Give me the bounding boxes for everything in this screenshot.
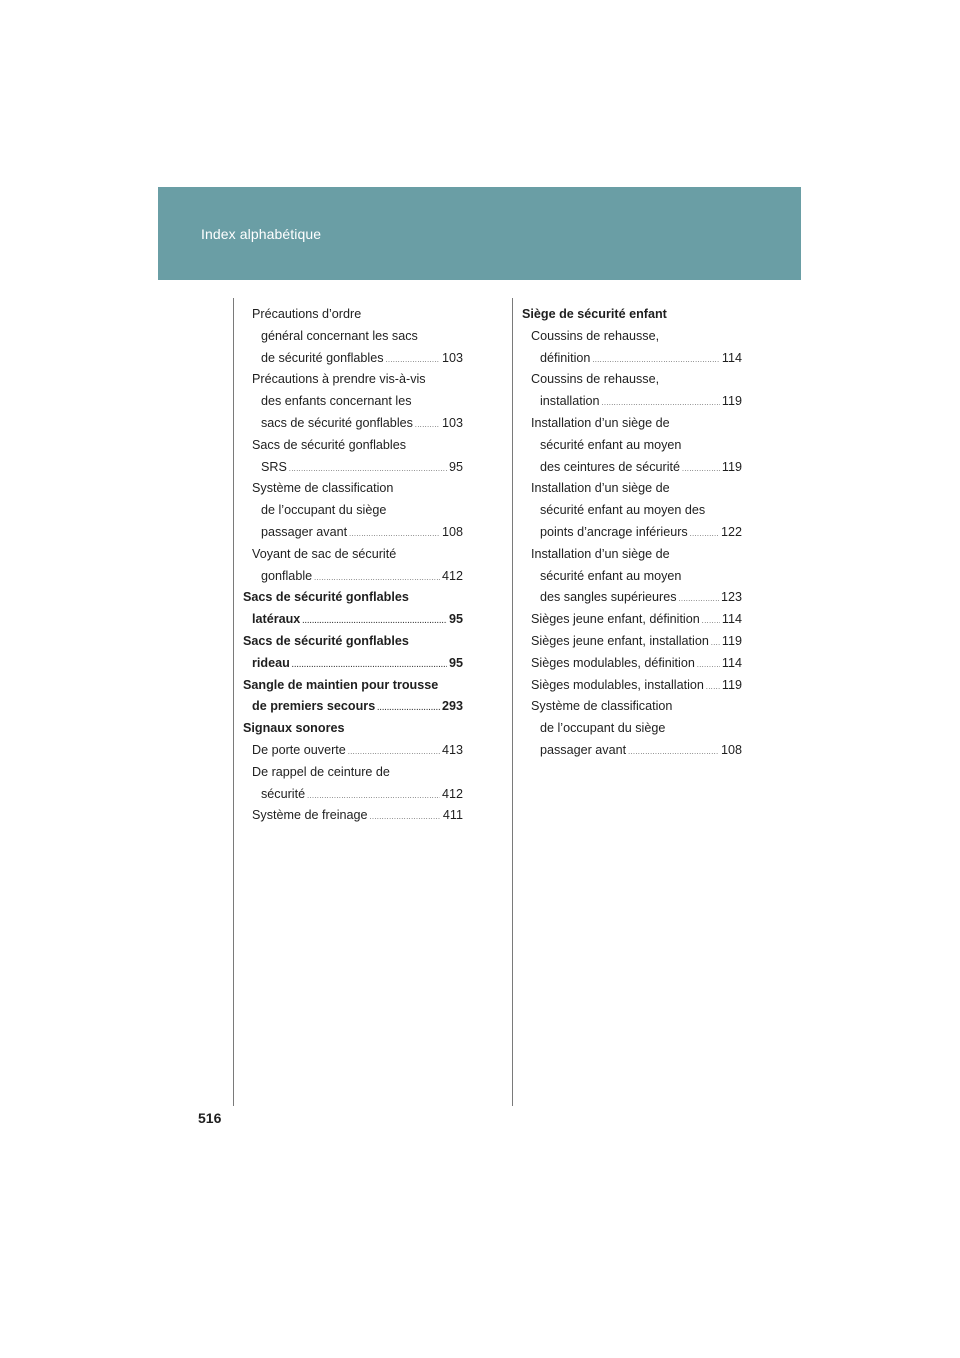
dot-leader: [697, 655, 720, 677]
index-entry: [243, 348, 463, 370]
index-entry-page: 108: [720, 742, 742, 757]
index-entry: [522, 522, 742, 544]
index-entry: sécurité enfant au moyen des: [540, 503, 706, 518]
index-entry-page: 119: [721, 677, 742, 692]
page-header: [158, 187, 801, 280]
dot-leader: [706, 677, 720, 699]
dot-leader: [602, 393, 720, 415]
index-entry: des enfants concernant les: [261, 394, 412, 409]
index-entry-text: points d’ancrage inférieurs: [540, 524, 688, 539]
index-entry-page: 119: [721, 459, 742, 474]
dot-leader: [711, 633, 720, 655]
index-entry-page: 103: [441, 350, 463, 365]
center-column-rule: [512, 298, 513, 1106]
dot-leader: [314, 568, 440, 590]
index-entry-text: SRS: [261, 459, 287, 474]
index-entry: Système de classification: [531, 699, 673, 714]
index-entry-text: Système de freinage: [252, 808, 368, 823]
dot-leader: [377, 698, 440, 720]
index-entry: De rappel de ceinture de: [252, 764, 390, 779]
dot-leader: [292, 655, 447, 677]
dot-leader: [349, 524, 440, 546]
dot-leader: [302, 611, 447, 633]
index-column-right: [522, 304, 742, 762]
index-entry-text: Sièges modulables, définition: [531, 655, 695, 670]
index-entry: Sangle de maintien pour trousse: [243, 677, 439, 692]
index-entry-page: 412: [441, 786, 463, 801]
index-entry: sécurité enfant au moyen: [540, 437, 682, 452]
dot-leader: [682, 459, 720, 481]
index-entry-text: des ceintures de sécurité: [540, 459, 681, 474]
index-entry: [243, 653, 463, 675]
index-entry: [522, 631, 742, 653]
index-entry-page: 114: [721, 612, 742, 627]
index-entry: [243, 696, 463, 718]
index-entry: de l’occupant du siège: [540, 721, 666, 736]
index-entry: Précautions à prendre vis-à-vis: [252, 372, 426, 387]
index-entry: [243, 566, 463, 588]
index-entry: [522, 740, 742, 762]
index-entry: Installation d’un siège de: [531, 481, 670, 496]
index-entry: [522, 609, 742, 631]
index-entry-text: Sièges jeune enfant, installation: [531, 633, 709, 648]
section-title: Index alphabétique: [201, 226, 322, 242]
index-entry: [243, 609, 463, 631]
index-entry-text: sacs de sécurité gonflables: [261, 415, 413, 430]
index-entry: Signaux sonores: [243, 721, 345, 736]
index-entry-text: sécurité: [261, 786, 306, 801]
index-entry: [243, 413, 463, 435]
index-entry-page: 108: [441, 524, 463, 539]
index-entry: [243, 784, 463, 806]
index-column-left: [243, 304, 463, 827]
index-entry: Sacs de sécurité gonflables: [243, 633, 409, 648]
index-entry-page: 413: [441, 742, 463, 757]
index-entry-text: Sièges jeune enfant, définition: [531, 612, 700, 627]
index-entry-text: De porte ouverte: [252, 742, 346, 757]
index-entry-page: 95: [448, 655, 463, 670]
index-entry-page: 123: [720, 590, 742, 605]
index-entry-page: 95: [448, 612, 463, 627]
dot-leader: [415, 415, 440, 437]
index-entry-text: passager avant: [261, 524, 348, 539]
index-entry-text: définition: [540, 350, 591, 365]
index-entry-page: 293: [441, 699, 463, 714]
dot-leader: [592, 350, 720, 372]
index-entry-page: 119: [721, 394, 742, 409]
dot-leader: [386, 350, 440, 372]
index-entry-text: latéraux: [252, 612, 301, 627]
index-entry: Système de classification: [252, 481, 394, 496]
index-entry: Installation d’un siège de: [531, 415, 670, 430]
index-entry-text: rideau: [252, 655, 290, 670]
index-entry-page: 122: [720, 524, 742, 539]
index-entry: Coussins de rehausse,: [531, 372, 660, 387]
index-entry: [522, 391, 742, 413]
index-entry: sécurité enfant au moyen: [540, 568, 682, 583]
left-column-rule: [233, 298, 234, 1106]
dot-leader: [690, 524, 719, 546]
dot-leader: [628, 742, 719, 764]
index-entry: Coussins de rehausse,: [531, 328, 660, 343]
index-entry-page: 103: [441, 415, 463, 430]
index-entry: Sacs de sécurité gonflables: [243, 590, 409, 605]
dot-leader: [348, 742, 440, 764]
index-entry: Siège de sécurité enfant: [522, 307, 667, 321]
index-entry-page: 95: [448, 459, 463, 474]
index-entry-page: 411: [442, 808, 463, 823]
index-entry-page: 412: [441, 568, 463, 583]
index-entry: Précautions d’ordre: [252, 307, 362, 321]
index-entry-page: 114: [721, 350, 742, 365]
dot-leader: [307, 786, 440, 808]
dot-leader: [702, 611, 720, 633]
index-entry: [243, 522, 463, 544]
index-entry: [243, 805, 463, 827]
index-entry: [522, 457, 742, 479]
index-entry: général concernant les sacs: [261, 328, 418, 343]
dot-leader: [679, 589, 719, 611]
index-entry-text: gonflable: [261, 568, 313, 583]
index-entry-text: Sièges modulables, installation: [531, 677, 704, 692]
index-entry: de l’occupant du siège: [261, 503, 387, 518]
index-entry-text: de premiers secours: [252, 699, 376, 714]
index-entry: [522, 587, 742, 609]
index-entry: [243, 457, 463, 479]
index-entry-text: passager avant: [540, 742, 627, 757]
dot-leader: [289, 459, 447, 481]
index-entry: [522, 348, 742, 370]
index-entry-text: des sangles supérieures: [540, 590, 677, 605]
index-entry: Sacs de sécurité gonflables: [252, 437, 407, 452]
index-entry-page: 119: [721, 633, 742, 648]
index-entry-text: de sécurité gonflables: [261, 350, 384, 365]
index-entry-text: installation: [540, 394, 600, 409]
page-number: 516: [198, 1110, 222, 1126]
index-entry: [522, 675, 742, 697]
index-entry: Voyant de sac de sécurité: [252, 546, 397, 561]
index-entry-page: 114: [721, 655, 742, 670]
index-entry: Installation d’un siège de: [531, 546, 670, 561]
index-entry: [522, 653, 742, 675]
index-entry: [243, 740, 463, 762]
dot-leader: [370, 807, 441, 829]
